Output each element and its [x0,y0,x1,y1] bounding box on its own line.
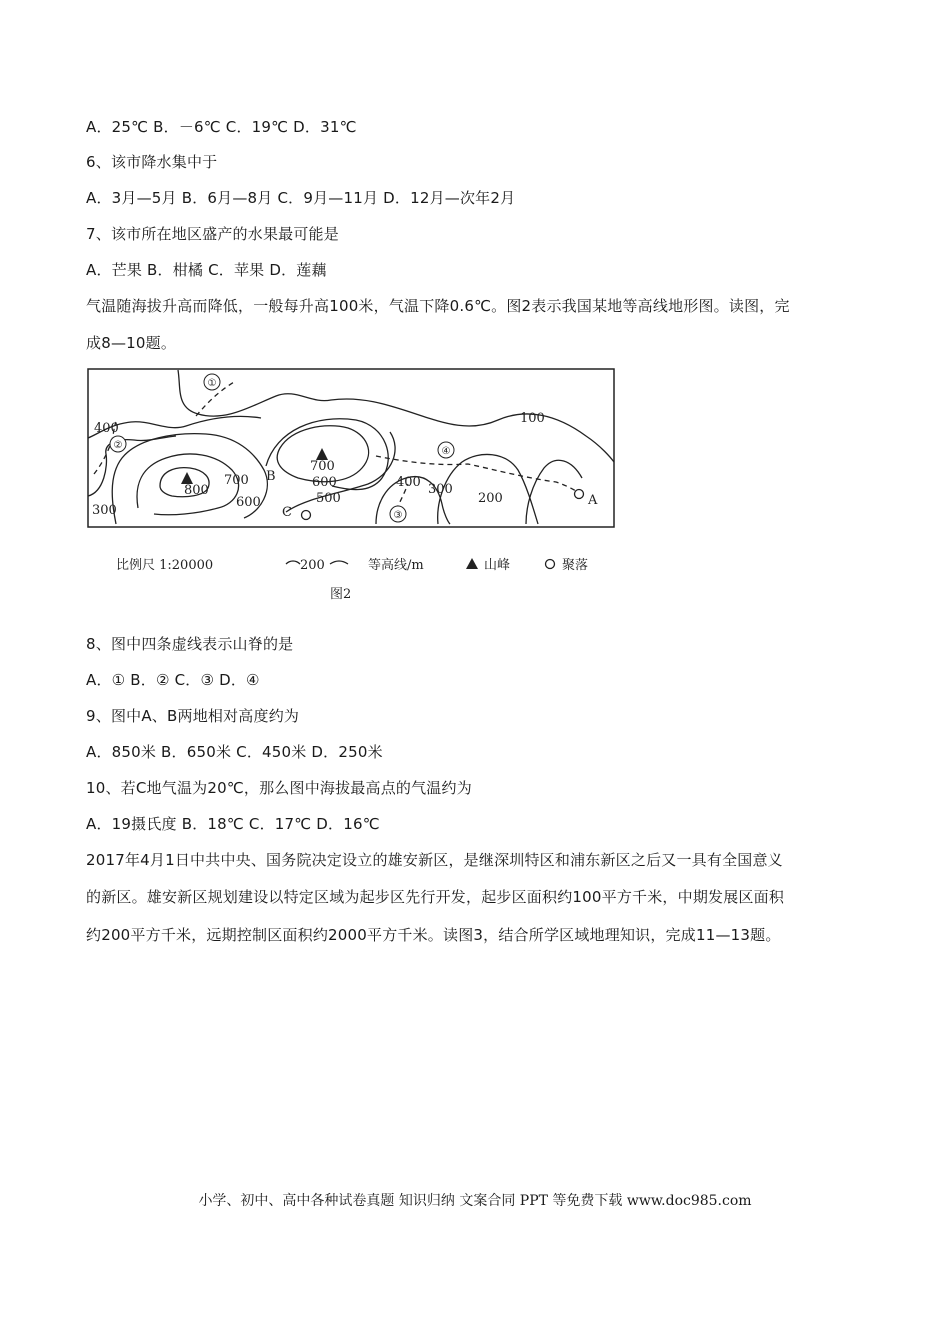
markers [110,374,454,522]
q6-options: A．3月—5月 B．6月—8月 C．9月—11月 D．12月—次年2月 [86,189,516,207]
marker-4: ④ [441,446,451,457]
q6-stem: 6、该市降水集中于 [86,153,218,171]
label-100: 100 [520,411,545,426]
legend [116,557,588,573]
intro-11-13-line3: 约200平方千米，远期控制区面积约2000平方千米。读图3，结合所学区域地理知识，完成11—13题。 [86,926,781,944]
legend-contour-label: 等高线/m [368,558,424,573]
intro-8-10-line1: 气温随海拔升高而降低，一般每升高100米，气温下降0.6℃。图2表示我国某地等高线地形图。读图，完 [86,297,790,315]
q10-stem: 10、若C地气温为20℃，那么图中海拔最高点的气温约为 [86,779,472,797]
label-400-east: 400 [396,475,421,490]
legend-contour-value: 200 [300,558,325,573]
intro-11-13-line1: 2017年4月1日中共中央、国务院决定设立的雄安新区，是继深圳特区和浦东新区之后又一具有全国意义 [86,851,783,869]
contour-lines [88,370,614,524]
point-b-label: B [266,469,276,484]
label-800: 800 [184,483,209,498]
q8-stem: 8、图中四条虚线表示山脊的是 [86,635,294,653]
page-footer: 小学、初中、高中各种试卷真题 知识归纳 文案合同 PPT 等免费下载 www.doc985.com [198,1193,752,1209]
label-700-east: 700 [310,459,335,474]
q5-options: A．25℃ B．－6℃ C．19℃ D．31℃ [86,118,357,136]
settlement-a-icon [575,490,584,499]
marker-3: ③ [393,510,403,521]
q9-stem: 9、图中A、B两地相对高度约为 [86,707,300,725]
label-400-west: 400 [94,421,119,436]
label-300-west: 300 [92,503,117,518]
point-a-label: A [588,493,598,508]
marker-2: ② [113,440,123,451]
contour-map-figure [86,366,626,606]
q9-options: A．850米 B．650米 C．450米 D．250米 [86,743,383,761]
label-300-east: 300 [428,482,453,497]
q7-stem: 7、该市所在地区盛产的水果最可能是 [86,225,339,243]
map-frame [88,369,614,527]
legend-peak-icon [466,558,478,569]
intro-11-13-line2: 的新区。雄安新区规划建设以特定区域为起步区先行开发，起步区面积约100平方千米，中期发展区面积 [86,888,785,906]
q8-options: A．① B．② C．③ D．④ [86,671,260,689]
label-700-west: 700 [224,473,249,488]
legend-contour-sample [286,561,300,564]
label-200: 200 [478,491,503,506]
settlement-c-icon [302,511,311,520]
figure-caption: 图2 [330,587,352,602]
legend-settlement-icon [546,560,555,569]
label-600-west: 600 [236,495,261,510]
legend-peak-label: 山峰 [484,558,511,573]
point-c-label: C [282,505,292,520]
marker-1: ① [207,378,217,389]
q10-options: A．19摄氏度 B．18℃ C．17℃ D．16℃ [86,815,380,833]
legend-settlement-label: 聚落 [562,558,589,573]
intro-8-10-line2: 成8—10题。 [86,334,177,352]
legend-scale: 比例尺 1:20000 [116,558,214,573]
contour-line-300 [88,436,176,496]
q7-options: A．芒果 B．柑橘 C．苹果 D．莲藕 [86,261,327,279]
label-600-east: 600 [312,475,337,490]
label-500: 500 [316,491,341,506]
